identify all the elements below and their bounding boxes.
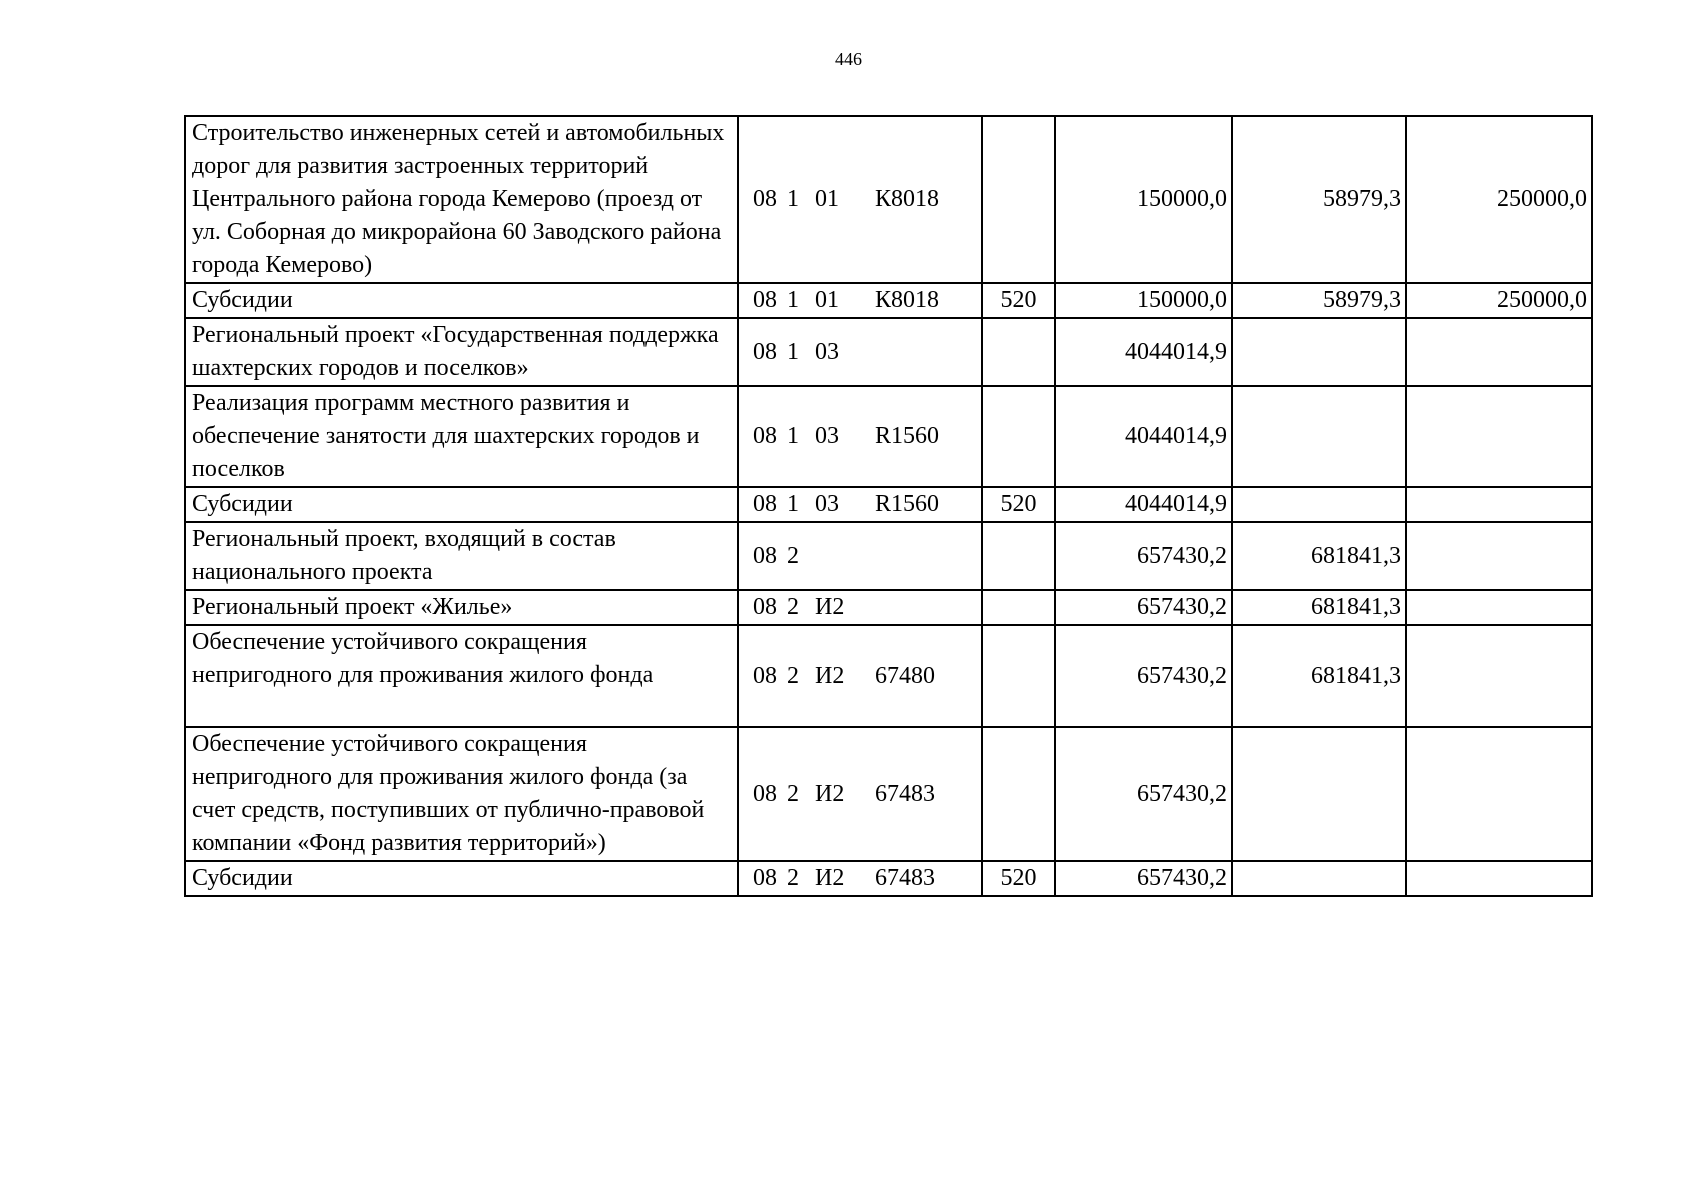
code-part-4: R1560 bbox=[875, 491, 940, 517]
amount-3 bbox=[1406, 487, 1592, 522]
code-part-1: 08 bbox=[753, 662, 777, 689]
page-number: 446 bbox=[835, 49, 862, 69]
target-code bbox=[738, 625, 982, 727]
amount-1: 150000,0 bbox=[1055, 283, 1232, 318]
amount-1: 657430,2 bbox=[1055, 522, 1232, 590]
code-part-3: И2 bbox=[815, 594, 845, 620]
table-row bbox=[185, 727, 1592, 861]
amount-2 bbox=[1232, 861, 1406, 896]
amount-3 bbox=[1406, 625, 1592, 727]
amount-3 bbox=[1406, 386, 1592, 487]
target-code bbox=[738, 386, 982, 487]
amount-2: 58979,3 bbox=[1232, 283, 1406, 318]
expense-type-code bbox=[982, 590, 1055, 625]
row-name: Субсидии bbox=[185, 861, 738, 896]
code-part-3: 01 bbox=[815, 287, 839, 313]
code-part-2: 2 bbox=[787, 594, 799, 620]
code-part-2: 1 bbox=[787, 287, 799, 313]
table-row bbox=[185, 590, 1592, 625]
expense-type-code bbox=[982, 727, 1055, 861]
code-part-2: 1 bbox=[787, 491, 799, 517]
expense-type-code: 520 bbox=[982, 861, 1055, 896]
table-row bbox=[185, 318, 1592, 386]
code-part-4: К8018 bbox=[875, 186, 940, 212]
code-part-3: 03 bbox=[815, 423, 839, 449]
target-code bbox=[738, 522, 982, 590]
row-name: Обеспечение устойчивого сокращения непригодного для проживания жилого фонда (за счет средств, поступивших от публично-правовой компании «Фонд развития территорий») bbox=[185, 727, 738, 861]
amount-2 bbox=[1232, 727, 1406, 861]
code-part-4: 67483 bbox=[875, 780, 935, 807]
expense-type-code bbox=[982, 116, 1055, 283]
code-part-1: 08 bbox=[753, 423, 777, 449]
amount-1: 150000,0 bbox=[1055, 116, 1232, 283]
code-part-2: 2 bbox=[787, 780, 799, 807]
code-part-2: 2 bbox=[787, 662, 799, 689]
amount-1: 4044014,9 bbox=[1055, 386, 1232, 487]
row-name: Субсидии bbox=[185, 487, 738, 522]
table-row bbox=[185, 283, 1592, 318]
code-part-4: К8018 bbox=[875, 287, 940, 313]
amount-1: 657430,2 bbox=[1055, 625, 1232, 727]
code-part-1: 08 bbox=[753, 287, 777, 313]
row-name: Региональный проект, входящий в состав национального проекта bbox=[185, 522, 738, 590]
row-name: Региональный проект «Жилье» bbox=[185, 590, 738, 625]
code-part-2: 1 bbox=[787, 423, 799, 449]
expense-type-code bbox=[982, 522, 1055, 590]
table-row bbox=[185, 386, 1592, 487]
row-name: Строительство инженерных сетей и автомобильных дорог для развития застроенных территорий Центрального района города Кемерово (проезд от ул. Соборная до микрорайона 60 Заводского района города Кемерово) bbox=[185, 116, 738, 283]
amount-1: 657430,2 bbox=[1055, 861, 1232, 896]
table-row bbox=[185, 116, 1592, 283]
code-part-3: 03 bbox=[815, 491, 839, 517]
expense-type-code bbox=[982, 318, 1055, 386]
row-name: Региональный проект «Государственная поддержка шахтерских городов и поселков» bbox=[185, 318, 738, 386]
code-part-1: 08 bbox=[753, 865, 777, 891]
amount-1: 4044014,9 bbox=[1055, 487, 1232, 522]
code-part-4: 67483 bbox=[875, 865, 935, 891]
amount-2 bbox=[1232, 318, 1406, 386]
amount-3: 250000,0 bbox=[1406, 283, 1592, 318]
target-code bbox=[738, 283, 982, 318]
code-part-2: 2 bbox=[787, 542, 799, 569]
expense-type-code: 520 bbox=[982, 283, 1055, 318]
row-name: Субсидии bbox=[185, 283, 738, 318]
code-part-1: 08 bbox=[753, 491, 777, 517]
budget-table bbox=[184, 115, 1593, 897]
code-part-3: 03 bbox=[815, 338, 839, 365]
code-part-1: 08 bbox=[753, 338, 777, 365]
table-row bbox=[185, 522, 1592, 590]
code-part-2: 1 bbox=[787, 338, 799, 365]
code-part-4: R1560 bbox=[875, 423, 940, 449]
code-part-1: 08 bbox=[753, 780, 777, 807]
target-code bbox=[738, 318, 982, 386]
row-name: Обеспечение устойчивого сокращения непригодного для проживания жилого фонда bbox=[185, 625, 738, 727]
amount-2: 681841,3 bbox=[1232, 590, 1406, 625]
amount-1: 4044014,9 bbox=[1055, 318, 1232, 386]
code-part-1: 08 bbox=[753, 542, 777, 569]
code-part-3: И2 bbox=[815, 865, 845, 891]
target-code bbox=[738, 116, 982, 283]
code-part-2: 1 bbox=[787, 186, 799, 212]
code-part-1: 08 bbox=[753, 594, 777, 620]
code-part-2: 2 bbox=[787, 865, 799, 891]
amount-2: 58979,3 bbox=[1232, 116, 1406, 283]
code-part-4: 67480 bbox=[875, 662, 935, 689]
amount-1: 657430,2 bbox=[1055, 590, 1232, 625]
table-row bbox=[185, 861, 1592, 896]
table-row bbox=[185, 487, 1592, 522]
target-code bbox=[738, 727, 982, 861]
amount-2: 681841,3 bbox=[1232, 625, 1406, 727]
amount-3 bbox=[1406, 727, 1592, 861]
amount-3 bbox=[1406, 590, 1592, 625]
code-part-3: 01 bbox=[815, 186, 839, 212]
row-name: Реализация программ местного развития и обеспечение занятости для шахтерских городов и поселков bbox=[185, 386, 738, 487]
target-code bbox=[738, 590, 982, 625]
expense-type-code bbox=[982, 625, 1055, 727]
expense-type-code bbox=[982, 386, 1055, 487]
code-part-3: И2 bbox=[815, 662, 845, 689]
amount-3 bbox=[1406, 318, 1592, 386]
amount-2: 681841,3 bbox=[1232, 522, 1406, 590]
amount-3: 250000,0 bbox=[1406, 116, 1592, 283]
table-row bbox=[185, 625, 1592, 727]
target-code bbox=[738, 861, 982, 896]
amount-2 bbox=[1232, 487, 1406, 522]
code-part-3: И2 bbox=[815, 780, 845, 807]
amount-3 bbox=[1406, 522, 1592, 590]
amount-1: 657430,2 bbox=[1055, 727, 1232, 861]
amount-3 bbox=[1406, 861, 1592, 896]
code-part-1: 08 bbox=[753, 186, 777, 212]
expense-type-code: 520 bbox=[982, 487, 1055, 522]
amount-2 bbox=[1232, 386, 1406, 487]
target-code bbox=[738, 487, 982, 522]
